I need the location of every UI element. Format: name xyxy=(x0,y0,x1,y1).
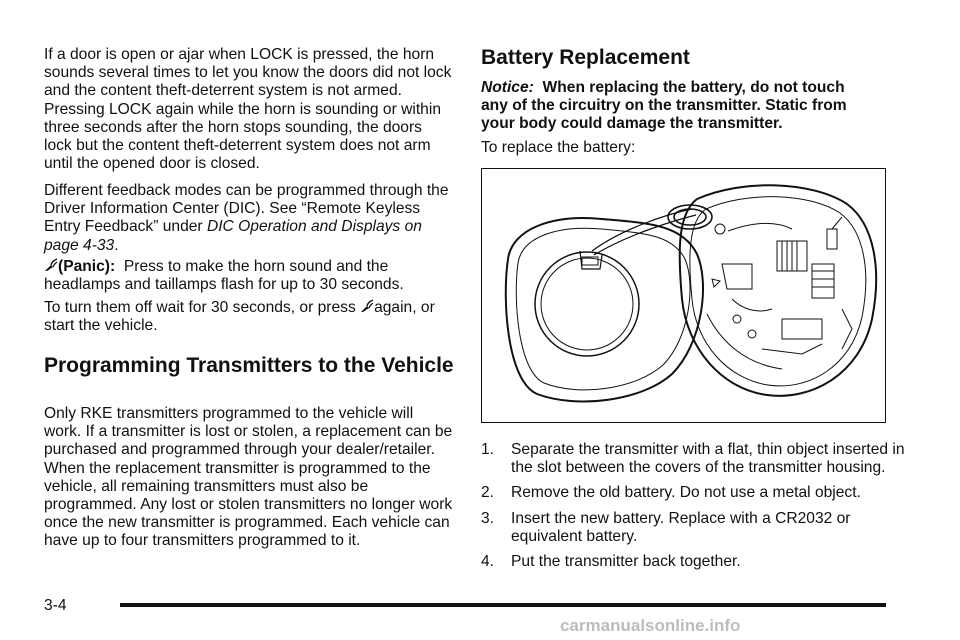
step-text: Put the transmitter back together. xyxy=(511,553,741,571)
circuit-board xyxy=(707,217,852,369)
transmitter-right-cover xyxy=(680,185,876,396)
list-item xyxy=(481,441,911,477)
list-item xyxy=(481,553,911,571)
step-text: Insert the new battery. Replace with a CR2032 or equivalent battery. xyxy=(511,509,851,545)
paragraph-panic xyxy=(44,258,454,294)
heading-programming-transmitters: Programming Transmitters to the Vehicle xyxy=(44,354,454,377)
step-number: 2. xyxy=(481,484,495,502)
notice-text: When replacing the battery, do not touch any of the circuitry on the transmitter. Static from your body could damage the transmitter. xyxy=(481,79,847,133)
turnoff-text-end: again, or start the vehicle. xyxy=(44,299,435,335)
panic-horn-icon xyxy=(44,258,58,272)
step-text: Separate the transmitter with a flat, thin object inserted in the slot between the covers of the transmitter housing. xyxy=(511,441,905,477)
heading-battery-replacement: Battery Replacement xyxy=(481,46,690,69)
watermark-text: carmanualsonline.info xyxy=(560,616,741,635)
panic-label: (Panic): xyxy=(58,258,116,275)
transmitter-illustration xyxy=(481,168,886,423)
transmitter-open-drawing xyxy=(482,169,884,421)
step-number: 1. xyxy=(481,441,495,458)
step-text: Remove the old battery. Do not use a metal object. xyxy=(511,484,861,502)
transmitter-left-cover xyxy=(506,218,703,401)
panic-text: Press to make the horn sound and the headlamps and taillamps flash for up to 30 seconds. xyxy=(44,258,404,294)
replacement-steps-list xyxy=(481,441,911,578)
dic-reference-link: DIC Operation and Displays on page 4-33 xyxy=(44,218,422,254)
step-number: 3. xyxy=(481,509,495,527)
feedback-period: . xyxy=(114,236,119,254)
notice-paragraph xyxy=(481,79,861,134)
page-number: 3-4 xyxy=(44,597,67,614)
panic-horn-icon xyxy=(360,299,374,313)
paragraph-turn-off xyxy=(44,299,454,335)
list-item xyxy=(481,484,911,502)
notice-label: Notice: xyxy=(481,79,534,96)
list-item xyxy=(481,510,911,546)
turnoff-text-start: To turn them off wait for 30 seconds, or press xyxy=(44,299,361,316)
to-replace-text: To replace the battery: xyxy=(481,139,636,156)
paragraph-programming: Only RKE transmitters programmed to the vehicle will work. If a transmitter is lost or stolen, a replacement can be purchased and programmed through your dealer/retailer. When the replacement transmitter is programmed to the vehicle, all remaining transmitters must also be programmed. Any lost or stolen transmitters no longer work once the new transmitter is programmed. Each vehicle can have up to four transmitters programmed to it. xyxy=(44,405,453,550)
footer-rule xyxy=(120,603,886,607)
paragraph-feedback-modes xyxy=(44,182,454,255)
step-number: 4. xyxy=(481,553,495,571)
feedback-text: Different feedback modes can be programmed through the Driver Information Center (DIC). See “Remote Keyless Entry Feedback” under xyxy=(44,182,449,236)
paragraph-door-ajar: If a door is open or ajar when LOCK is pressed, the horn sounds several times to let you know the doors did not lock and the content theft-deterrent system is not armed. Pressing LOCK again while the horn is sounding or within three seconds after the horn stops sounding, the doors lock but the content theft-deterrent system does not arm until the opened door is closed. xyxy=(44,46,452,173)
